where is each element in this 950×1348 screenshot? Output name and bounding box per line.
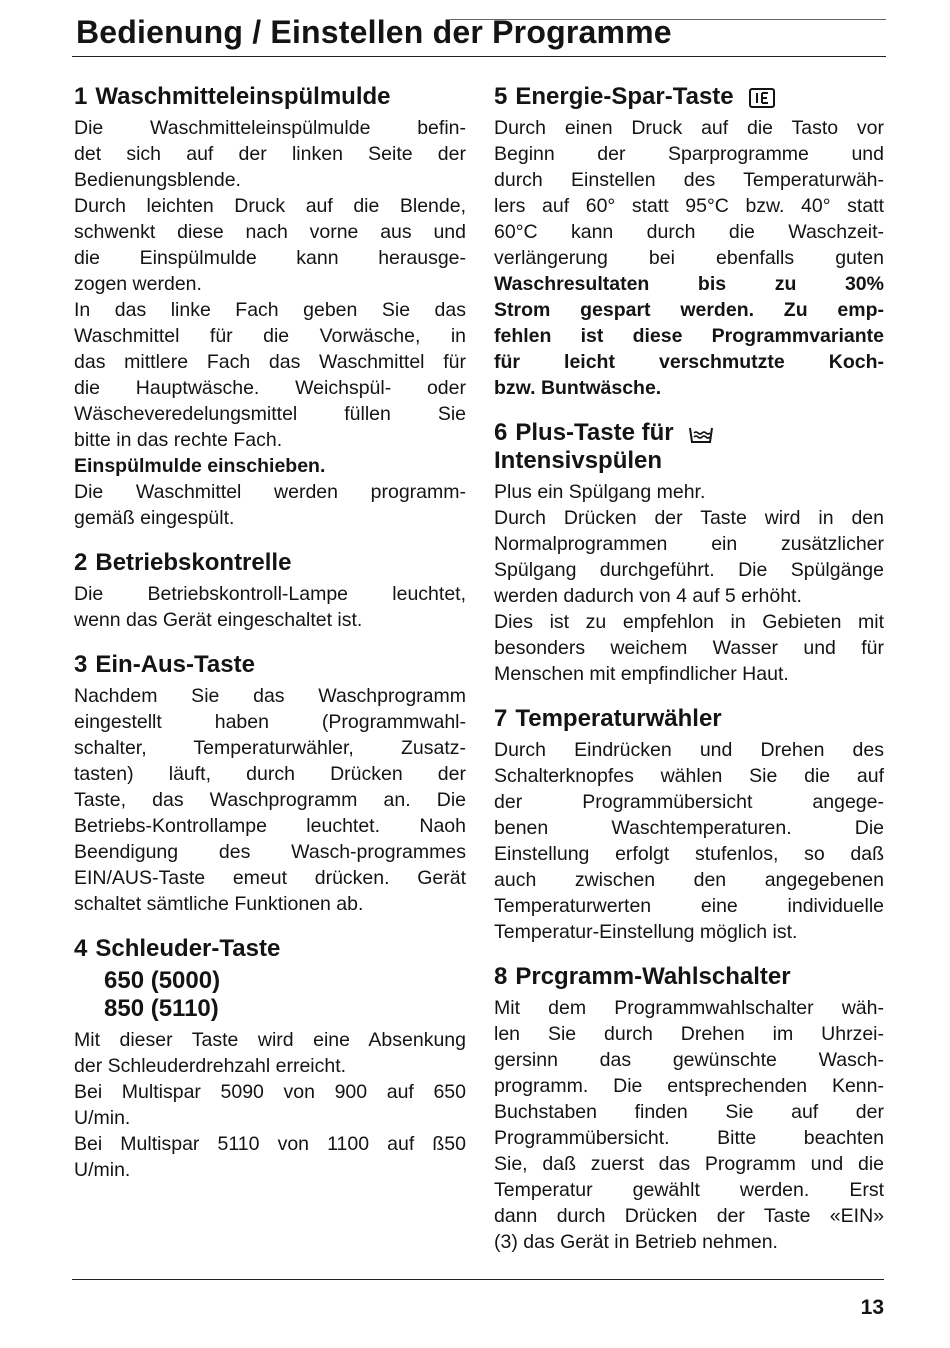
text-line: schaltet sämtliche Funktionen ab. bbox=[74, 893, 364, 915]
text-line: Buchstaben finden Sie auf der bbox=[494, 1101, 884, 1123]
section-number: 4 bbox=[74, 935, 88, 962]
text-line: zogen werden. bbox=[74, 273, 202, 295]
text-line: eingestellt haben (Programmwahl- bbox=[74, 711, 466, 733]
section-heading bbox=[494, 705, 884, 733]
text-line: bitte in das rechte Fach. bbox=[74, 429, 283, 451]
section-heading bbox=[494, 419, 884, 447]
text-line: werden dadurch von 4 auf 5 erhöht. bbox=[494, 585, 802, 607]
section-5-energy-saving-button bbox=[494, 83, 884, 401]
text-line: Durch Drücken der Taste wird in den bbox=[494, 507, 884, 529]
text-line: 60°C kann durch die Waschzeit- bbox=[494, 221, 884, 243]
text-line: besonders weichem Wasser und für bbox=[494, 637, 884, 659]
text-line: Die Waschmittel werden programm- bbox=[74, 481, 466, 503]
text-line: In das linke Fach geben Sie das bbox=[74, 299, 466, 321]
right-column bbox=[494, 83, 884, 1273]
section-2-operation-lamp bbox=[74, 549, 466, 633]
text-line: Dies ist zu empfehlon in Gebieten mit bbox=[494, 611, 884, 633]
text-line: Nachdem Sie das Waschprogramm bbox=[74, 685, 466, 707]
text-line: wenn das Gerät eingeschaltet ist. bbox=[74, 609, 363, 631]
rinse-icon bbox=[688, 424, 714, 444]
text-line: Beginn der Sparprogramme und bbox=[494, 143, 884, 165]
section-title: Schleuder-Taste bbox=[95, 935, 281, 962]
text-line: U/min. bbox=[74, 1159, 131, 1181]
text-line-bold: Waschresultaten bis zu 30% bbox=[494, 273, 884, 295]
text-line: Betriebs-Kontrollampe leuchtet. Naoh bbox=[74, 815, 466, 837]
section-number: 3 bbox=[74, 651, 88, 678]
text-line: Die Waschmitteleinspülmulde befin- bbox=[74, 117, 466, 139]
text-line: U/min. bbox=[74, 1107, 131, 1129]
text-line-bold: bzw. Buntwäsche. bbox=[494, 377, 662, 399]
text-line: det sich auf der linken Seite der bbox=[74, 143, 466, 165]
section-title-line-2: Intensivspülen bbox=[494, 447, 663, 474]
section-heading bbox=[74, 651, 466, 679]
text-line: programm. Die entsprechenden Kenn- bbox=[494, 1075, 884, 1097]
text-line: Menschen mit empfindlicher Haut. bbox=[494, 663, 789, 685]
section-3-on-off-button bbox=[74, 651, 466, 917]
spin-model-line: 650 (5000) bbox=[104, 967, 221, 994]
section-heading bbox=[494, 83, 884, 111]
text-line-bold: fehlen ist diese Programmvariante bbox=[494, 325, 884, 347]
section-1-detergent-drawer bbox=[74, 83, 466, 531]
text-line: auch zwischen den angegebenen bbox=[494, 869, 884, 891]
text-line: gemäß eingespült. bbox=[74, 507, 235, 529]
text-line: schalter, Temperaturwähler, Zusatz- bbox=[74, 737, 466, 759]
page-number: 13 bbox=[860, 1296, 884, 1319]
section-4-spin-button bbox=[74, 935, 466, 1183]
text-line: len Sie durch Drehen im Uhrzei- bbox=[494, 1023, 884, 1045]
page-title: Bedienung / Einstellen der Programme bbox=[76, 14, 672, 50]
text-line-bold: für leicht verschmutzte Koch- bbox=[494, 351, 884, 373]
section-title: Energie-Spar-Taste bbox=[515, 83, 734, 110]
text-line: Schalterknopfes wählen Sie die auf bbox=[494, 765, 884, 787]
section-title: Betriebskontrelle bbox=[95, 549, 292, 576]
text-line: Mit dieser Taste wird eine Absenkung bbox=[74, 1029, 466, 1051]
section-heading bbox=[74, 83, 466, 111]
section-6-plus-rinse-button bbox=[494, 419, 884, 687]
text-line: Sie, daß zuerst das Programm und die bbox=[494, 1153, 884, 1175]
text-line: Mit dem Programmwahlschalter wäh- bbox=[494, 997, 884, 1019]
text-line: Normalprogrammen ein zusätzlicher bbox=[494, 533, 884, 555]
text-line: benen Waschtemperaturen. Die bbox=[494, 817, 884, 839]
text-line: schwenkt diese nach vorne aus und bbox=[74, 221, 466, 243]
text-line: Temperatur-Einstellung möglich ist. bbox=[494, 921, 798, 943]
text-line: gersinn das gewünschte Wasch- bbox=[494, 1049, 884, 1071]
text-line: (3) das Gerät in Betrieb nehmen. bbox=[494, 1231, 778, 1253]
text-line: das mittlere Fach das Waschmittel für bbox=[74, 351, 466, 373]
title-underline-rule bbox=[72, 56, 886, 57]
text-line: EIN/AUS-Taste emeut drücken. Gerät bbox=[74, 867, 466, 889]
left-column bbox=[74, 83, 466, 1201]
text-line: Plus ein Spülgang mehr. bbox=[494, 481, 706, 503]
section-number: 1 bbox=[74, 83, 88, 110]
section-number: 5 bbox=[494, 83, 508, 110]
section-number: 8 bbox=[494, 963, 508, 990]
text-line: Programmübersicht. Bitte beachten bbox=[494, 1127, 884, 1149]
section-title: Temperaturwähler bbox=[515, 705, 722, 732]
text-line: Bedienungsblende. bbox=[74, 169, 241, 191]
section-title: Ein-Aus-Taste bbox=[95, 651, 255, 678]
text-line: Temperatur gewählt werden. Erst bbox=[494, 1179, 884, 1201]
section-number: 6 bbox=[494, 419, 508, 446]
section-heading bbox=[494, 963, 884, 991]
text-line: Bei Multispar 5110 von 1100 auf ß50 bbox=[74, 1133, 466, 1155]
text-line: Temperaturwerten eine individuelle bbox=[494, 895, 884, 917]
footer-rule bbox=[72, 1279, 884, 1280]
text-line: Spülgang durchgeführt. Die Spülgänge bbox=[494, 559, 884, 581]
text-line-bold: Strom gespart werden. Zu emp- bbox=[494, 299, 884, 321]
section-7-temperature-selector bbox=[494, 705, 884, 945]
text-line: Wäscheveredelungsmittel füllen Sie bbox=[74, 403, 466, 425]
section-title: Plus-Taste für bbox=[515, 419, 674, 446]
text-line: die Einspülmulde kann herausge- bbox=[74, 247, 466, 269]
text-line: die Hauptwäsche. Weichspül- oder bbox=[74, 377, 466, 399]
text-line: dann durch Drücken der Taste «EIN» bbox=[494, 1205, 884, 1227]
text-line: Durch einen Druck auf die Tasto vor bbox=[494, 117, 884, 139]
section-heading bbox=[74, 935, 466, 963]
text-line: Durch leichten Druck auf die Blende, bbox=[74, 195, 466, 217]
top-thin-rule bbox=[450, 19, 886, 20]
text-line: Die Betriebskontroll-Lampe leuchtet, bbox=[74, 583, 466, 605]
text-line: verlängerung bei ebenfalls guten bbox=[494, 247, 884, 269]
text-line: durch Einstellen des Temperaturwäh- bbox=[494, 169, 884, 191]
spin-model-line: 850 (5110) bbox=[104, 995, 219, 1022]
section-8-program-selector bbox=[494, 963, 884, 1255]
text-line: Durch Eindrücken und Drehen des bbox=[494, 739, 884, 761]
text-line: Taste, das Waschprogramm an. Die bbox=[74, 789, 466, 811]
section-title: Waschmitteleinspülmulde bbox=[95, 83, 391, 110]
text-line: Beendigung des Wasch-programmes bbox=[74, 841, 466, 863]
text-line: Einstellung erfolgt stufenlos, so daß bbox=[494, 843, 884, 865]
text-line: tasten) läuft, durch Drücken der bbox=[74, 763, 466, 785]
text-line: Waschmittel für die Vorwäsche, in bbox=[74, 325, 466, 347]
section-title: Prcgramm-Wahlschalter bbox=[515, 963, 791, 990]
section-heading bbox=[74, 549, 466, 577]
text-line: der Schleuderdrehzahl erreicht. bbox=[74, 1055, 347, 1077]
section-number: 2 bbox=[74, 549, 88, 576]
text-line-bold: Einspülmulde einschieben. bbox=[74, 455, 326, 477]
text-line: Bei Multispar 5090 von 900 auf 650 bbox=[74, 1081, 466, 1103]
text-line: lers auf 60° statt 95°C bzw. 40° statt bbox=[494, 195, 884, 217]
text-line: der Programmübersicht angege- bbox=[494, 791, 884, 813]
section-number: 7 bbox=[494, 705, 508, 732]
energy-saving-icon bbox=[748, 87, 776, 109]
